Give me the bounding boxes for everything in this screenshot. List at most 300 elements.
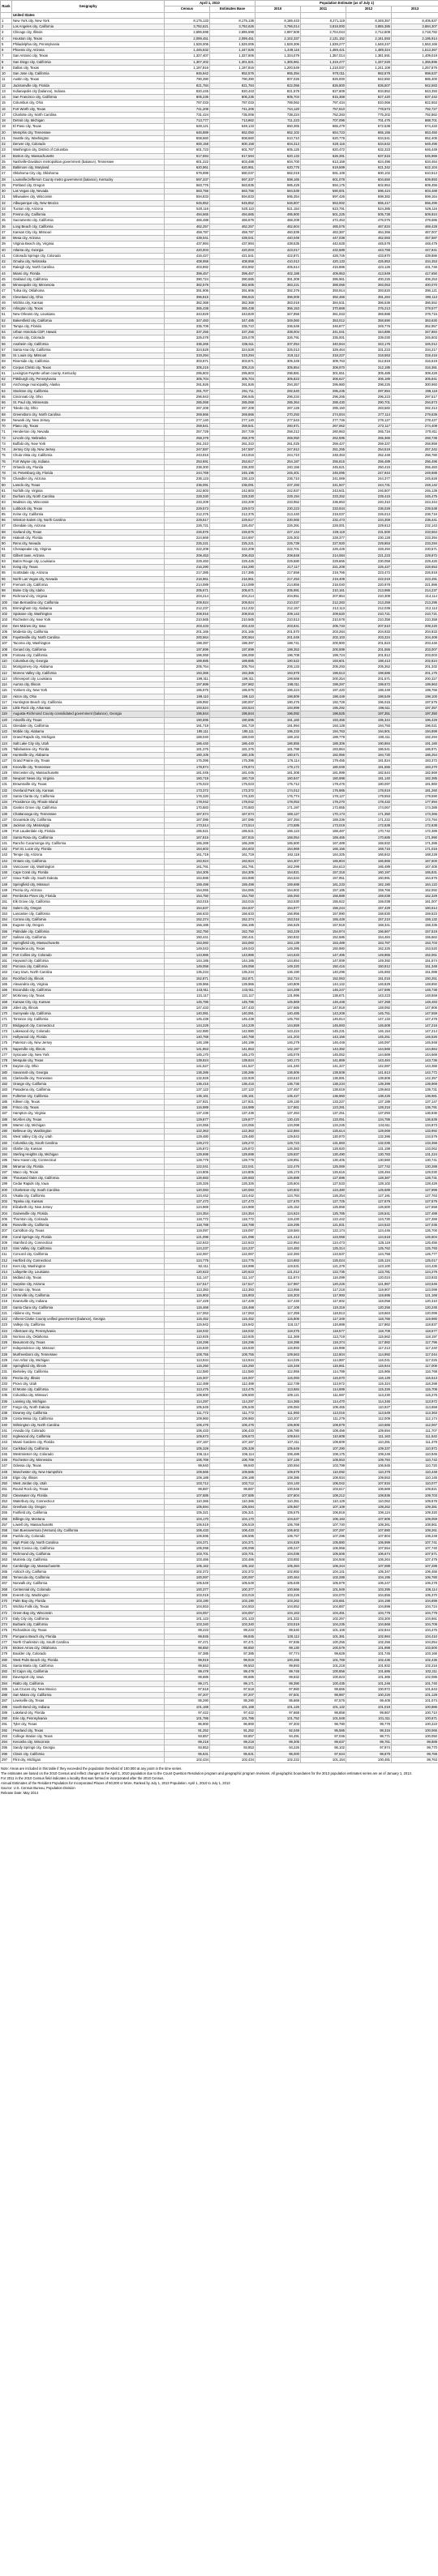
cell-base: 99,478 xyxy=(210,1669,256,1675)
cell-2012: 386,536 xyxy=(346,300,392,305)
cell-2010: 154,977 xyxy=(256,905,301,911)
cell-rank: 117 xyxy=(1,699,12,705)
cell-2010: 140,485 xyxy=(256,1011,301,1017)
cell-2012: 201,555 xyxy=(346,647,392,652)
note-line: Note: Areas are included in this table if they exceeded the population threshold of 100,000 at any point in the time series. xyxy=(1,1766,182,1771)
cell-2013: 182,385 xyxy=(392,776,438,782)
cell-2012: 98,771 xyxy=(346,1733,392,1739)
cell-base: 285,068 xyxy=(210,400,256,406)
cell-2010: 191,160 xyxy=(256,717,301,723)
table-row xyxy=(1,1134,438,1140)
cell-2013: 148,738 xyxy=(392,988,438,993)
cell-census: 214,089 xyxy=(165,582,210,587)
cell-2013: 115,276 xyxy=(392,1393,438,1399)
cell-2012: 168,716 xyxy=(346,847,392,852)
cell-census: 99,685 xyxy=(165,1675,210,1681)
cell-2012: 156,667 xyxy=(346,929,392,934)
cell-geography: Bellevue city, Washington xyxy=(12,1129,165,1134)
cell-2012: 104,898 xyxy=(346,1604,392,1610)
cell-rank: 43 xyxy=(1,265,12,271)
cell-2011: 232,473 xyxy=(301,518,346,523)
cell-2010: 115,093 xyxy=(256,1375,301,1381)
table-row xyxy=(1,236,438,241)
cell-geography: Miami city, Florida xyxy=(12,271,165,276)
cell-2013: 203,003 xyxy=(392,652,438,658)
table-row xyxy=(1,553,438,558)
cell-base: 99,919 xyxy=(210,1657,256,1663)
cell-2011: 209,520 xyxy=(301,612,346,617)
cell-2010: 198,353 xyxy=(256,647,301,652)
cell-base: 204,214 xyxy=(210,594,256,600)
cell-rank: 285 xyxy=(1,1686,12,1692)
cell-2013 xyxy=(392,12,438,18)
cell-rank: 276 xyxy=(1,1634,12,1639)
cell-2012: 143,223 xyxy=(346,993,392,999)
cell-census: 437,994 xyxy=(165,241,210,247)
cell-rank: 187 xyxy=(1,1111,12,1117)
cell-2011: 241,927 xyxy=(301,482,346,488)
cell-rank: 204 xyxy=(1,1211,12,1216)
cell-2011: 155,428 xyxy=(301,917,346,923)
cell-base: 229,573 xyxy=(210,506,256,511)
table-row xyxy=(1,1510,438,1516)
cell-2013: 116,288 xyxy=(392,1381,438,1386)
cell-2011: 202,103 xyxy=(301,635,346,641)
cell-2012: 99,761 xyxy=(346,1740,392,1745)
table-row xyxy=(1,958,438,963)
cell-rank: 150 xyxy=(1,894,12,899)
cell-rank: 170 xyxy=(1,1011,12,1017)
cell-geography: Kent city, Washington xyxy=(12,1263,165,1269)
cell-base: 115,452 xyxy=(210,1317,256,1322)
cell-base: 735,006 xyxy=(210,112,256,117)
cell-census: 105,549 xyxy=(165,1581,210,1587)
cell-2013: 316,619 xyxy=(392,359,438,365)
table-row xyxy=(1,1458,438,1463)
cell-rank: 72 xyxy=(1,435,12,441)
cell-2013: 352,957 xyxy=(392,323,438,329)
cell-2011: 169,465 xyxy=(301,835,346,840)
cell-2013: 125,793 xyxy=(392,1246,438,1252)
cell-census: 236,091 xyxy=(165,482,210,488)
cell-rank: 143 xyxy=(1,852,12,858)
cell-census: 103,190 xyxy=(165,1599,210,1604)
cell-2012: 190,884 xyxy=(346,741,392,746)
table-row xyxy=(1,312,438,318)
cell-2013: 139,731 xyxy=(392,1087,438,1093)
table-row xyxy=(1,518,438,523)
cell-rank: 234 xyxy=(1,1387,12,1393)
cell-2012: 115,966 xyxy=(346,1369,392,1375)
cell-census: 124,775 xyxy=(165,1258,210,1263)
cell-2011: 107,297 xyxy=(301,1528,346,1534)
cell-geography: Augusta-Richmond County consolidated government (balance), Georgia xyxy=(12,711,165,717)
cell-rank: 10 xyxy=(1,71,12,77)
cell-2011: 101,381 xyxy=(301,1634,346,1639)
cell-2011: 136,671 xyxy=(301,993,346,999)
cell-2013: 104,661 xyxy=(392,1616,438,1621)
cell-2010: 208,848 xyxy=(256,553,301,558)
cell-rank: 172 xyxy=(1,1023,12,1028)
table-row xyxy=(1,1434,438,1440)
cell-2012: 159,038 xyxy=(346,894,392,899)
cell-rank: 86 xyxy=(1,518,12,523)
cell-2013: 104,410 xyxy=(392,1634,438,1639)
cell-base: 152,374 xyxy=(210,917,256,923)
cell-2010: 102,692 xyxy=(256,1569,301,1574)
cell-2012: 146,097 xyxy=(346,1040,392,1046)
cell-2011: 393,914 xyxy=(301,288,346,294)
cell-rank: 89 xyxy=(1,535,12,540)
cell-2012: 125,119 xyxy=(346,1240,392,1245)
cell-census: 296,943 xyxy=(165,394,210,399)
cell-base: 462,257 xyxy=(210,224,256,229)
cell-base: 545,852 xyxy=(210,200,256,206)
cell-base: 180,105 xyxy=(210,753,256,758)
cell-2010: 129,130 xyxy=(256,1099,301,1104)
cell-2012: 1,548,247 xyxy=(346,41,392,47)
cell-2013: 120,245 xyxy=(392,1305,438,1310)
cell-2012: 107,089 xyxy=(346,1563,392,1569)
cell-2011: 329,464 xyxy=(301,347,346,352)
cell-2011: 199,724 xyxy=(301,652,346,658)
table-row xyxy=(1,1540,438,1545)
cell-2011: 113,719 xyxy=(301,1334,346,1339)
cell-2013: 447,841 xyxy=(392,247,438,253)
cell-2010: 1,334,079 xyxy=(256,53,301,59)
cell-geography: Manchester city, New Hampshire xyxy=(12,1469,165,1475)
cell-census: 258,379 xyxy=(165,435,210,441)
cell-2013: 258,959 xyxy=(392,441,438,446)
cell-2013: 245,475 xyxy=(392,494,438,500)
cell-2010: 392,379 xyxy=(256,288,301,294)
cell-base: 115,942 xyxy=(210,1322,256,1328)
cell-2010: 225,739 xyxy=(256,541,301,547)
cell-2012: 112,009 xyxy=(346,1416,392,1422)
cell-2010: 366,153 xyxy=(256,306,301,312)
cell-census: 97,618 xyxy=(165,1686,210,1692)
cell-census: 646,889 xyxy=(165,130,210,135)
cell-2013: 172,638 xyxy=(392,823,438,829)
cell-rank: 93 xyxy=(1,558,12,564)
cell-rank: 270 xyxy=(1,1599,12,1604)
cell-2010: 460,839 xyxy=(256,229,301,235)
cell-2012: 166,842 xyxy=(346,852,392,858)
cell-2010: 146,279 xyxy=(256,1040,301,1046)
cell-2011: 104,887 xyxy=(301,1604,346,1610)
cell-rank: 99 xyxy=(1,594,12,600)
cell-base: 408,958 xyxy=(210,259,256,265)
cell-2010: 104,163 xyxy=(256,1610,301,1616)
cell-base: 229,617 xyxy=(210,518,256,523)
cell-geography: Syracuse city, New York xyxy=(12,1052,165,1057)
cell-2013: 120,099 xyxy=(392,1310,438,1316)
table-row xyxy=(1,805,438,811)
cell-rank: 153 xyxy=(1,911,12,916)
cell-geography: Indianapolis city (balance), Indiana xyxy=(12,88,165,94)
cell-2012: 598,382 xyxy=(346,194,392,200)
cell-2013: 177,994 xyxy=(392,800,438,805)
cell-geography: Bridgeport city, Connecticut xyxy=(12,1023,165,1028)
cell-2012: 115,562 xyxy=(346,1334,392,1339)
cell-census: 163,924 xyxy=(165,858,210,864)
cell-rank: 19 xyxy=(1,124,12,130)
cell-geography: Norfolk city, Virginia xyxy=(12,488,165,493)
cell-census: 141,527 xyxy=(165,1064,210,1070)
cell-2011: 1,218,037 xyxy=(301,65,346,70)
cell-base: 439,041 xyxy=(210,236,256,241)
cell-2013: 792,727 xyxy=(392,106,438,112)
cell-rank: 183 xyxy=(1,1087,12,1093)
cell-2011: 260,963 xyxy=(301,429,346,435)
cell-2011: 105,979 xyxy=(301,1581,346,1587)
cell-2011: 212,283 xyxy=(301,600,346,605)
cell-2012: 393,820 xyxy=(346,288,392,294)
cell-census: 236,123 xyxy=(165,476,210,482)
cell-base: 214,089 xyxy=(210,582,256,587)
cell-2012: 297,984 xyxy=(346,388,392,394)
table-row xyxy=(1,1681,438,1686)
cell-2012: 113,549 xyxy=(346,1411,392,1416)
cell-base: 208,916 xyxy=(210,612,256,617)
cell-2013: 214,114 xyxy=(392,594,438,600)
cell-census: 466,488 xyxy=(165,218,210,224)
cell-2010: 105,867 xyxy=(256,1505,301,1510)
cell-2013: 104,724 xyxy=(392,1604,438,1610)
cell-census: 103,466 xyxy=(165,1557,210,1563)
cell-base: 122,041 xyxy=(210,1164,256,1169)
cell-geography: Kansas City city, Kansas xyxy=(12,999,165,1005)
cell-2013: 110,145 xyxy=(392,1475,438,1480)
cell-2012: 101,932 xyxy=(346,1663,392,1668)
cell-2013: 159,132 xyxy=(392,917,438,923)
table-row xyxy=(1,882,438,887)
cell-rank: 8 xyxy=(1,59,12,65)
cell-2012: 265,366 xyxy=(346,435,392,441)
cell-geography: Elgin city, Illinois xyxy=(12,1475,165,1480)
cell-2011: 104,235 xyxy=(301,1622,346,1628)
cell-2011: 183,864 xyxy=(301,746,346,752)
cell-rank: 13 xyxy=(1,88,12,94)
cell-rank: 141 xyxy=(1,840,12,846)
cell-2012: 106,247 xyxy=(346,1581,392,1587)
cell-geography: Savannah city, Georgia xyxy=(12,1070,165,1075)
cell-2011: 594,175 xyxy=(301,182,346,188)
cell-2012: 109,553 xyxy=(346,1475,392,1480)
table-row xyxy=(1,200,438,206)
table-row xyxy=(1,1599,438,1604)
cell-geography: Santa Clara city, California xyxy=(12,1305,165,1310)
cell-2013: 144,669 xyxy=(392,1052,438,1057)
cell-geography: Lakewood city, Colorado xyxy=(12,1028,165,1034)
cell-census: 95,290 xyxy=(165,1698,210,1704)
cell-2010: 122,476 xyxy=(256,1164,301,1169)
cell-geography: West Palm Beach city, Florida xyxy=(12,1657,165,1663)
cell-base: 291,711 xyxy=(210,388,256,394)
cell-2013: 99,889 xyxy=(392,1740,438,1745)
cell-2012: 210,309 xyxy=(346,594,392,600)
table-row xyxy=(1,1028,438,1034)
cell-geography: West Covina city, California xyxy=(12,1545,165,1551)
table-row xyxy=(1,1164,438,1169)
cell-base: 153,015 xyxy=(210,899,256,905)
cell-2010: 610,710 xyxy=(256,135,301,141)
cell-2010: 422,871 xyxy=(256,253,301,258)
cell-2013: 837,442 xyxy=(392,95,438,100)
cell-rank: 122 xyxy=(1,729,12,735)
table-row xyxy=(1,1117,438,1122)
cell-2010: 210,037 xyxy=(256,600,301,605)
cell-base: 154,750 xyxy=(210,894,256,899)
cell-base: 104,371 xyxy=(210,1540,256,1545)
table-row xyxy=(1,341,438,347)
cell-geography: Ontario city, California xyxy=(12,858,165,864)
cell-base: 437,994 xyxy=(210,241,256,247)
cell-base: 98,850 xyxy=(210,1646,256,1651)
cell-2010: 181,788 xyxy=(256,746,301,752)
cell-2010: 204,851 xyxy=(256,594,301,600)
cell-2012: 108,262 xyxy=(346,1505,392,1510)
table-row xyxy=(1,1122,438,1128)
cell-geography: Corpus Christi city, Texas xyxy=(12,365,165,370)
cell-2012: 170,685 xyxy=(346,835,392,840)
cell-2012: 2,161,593 xyxy=(346,36,392,41)
cell-rank: 229 xyxy=(1,1357,12,1363)
cell-2012: 305,489 xyxy=(346,370,392,376)
cell-base: 620,961 xyxy=(210,165,256,171)
cell-rank: 177 xyxy=(1,1052,12,1057)
cell-2010: 117,967 xyxy=(256,1281,301,1287)
cell-census: 99,845 xyxy=(165,1634,210,1639)
table-row xyxy=(1,529,438,535)
cell-2011: 196,613 xyxy=(301,670,346,676)
cell-2012: 655,155 xyxy=(346,130,392,135)
cell-2010: 111,874 xyxy=(256,1275,301,1281)
table-row xyxy=(1,793,438,799)
cell-2013: 108,261 xyxy=(392,1528,438,1534)
cell-rank: 38 xyxy=(1,236,12,241)
cell-2013: 123,546 xyxy=(392,1281,438,1287)
table-row xyxy=(1,829,438,835)
cell-2012: 186,541 xyxy=(346,746,392,752)
cell-geography: San Antonio city, Texas xyxy=(12,53,165,59)
table-row xyxy=(1,1399,438,1404)
cell-census: 152,871 xyxy=(165,976,210,981)
cell-census: 161,719 xyxy=(165,852,210,858)
cell-2013: 101,740 xyxy=(392,1681,438,1686)
header-2011: 2011 xyxy=(301,6,346,12)
cell-2012: 212,038 xyxy=(346,605,392,611)
cell-2010: 214,856 xyxy=(256,582,301,587)
cell-base: 224,697 xyxy=(210,535,256,540)
cell-geography: San Bernardino city, California xyxy=(12,600,165,605)
cell-2012: 3,855,385 xyxy=(346,24,392,30)
cell-census: 103,340 xyxy=(165,1622,210,1628)
cell-census: 122,041 xyxy=(165,1164,210,1169)
cell-base: 466,676 xyxy=(210,218,256,224)
cell-2012: 118,708 xyxy=(346,1328,392,1334)
cell-2012: 213,986 xyxy=(346,588,392,594)
table-row xyxy=(1,1446,438,1451)
cell-2010: 135,427 xyxy=(256,1093,301,1099)
cell-2013: 104,779 xyxy=(392,1610,438,1616)
cell-2011: 105,506 xyxy=(301,1552,346,1557)
cell-2012: 2,712,608 xyxy=(346,30,392,36)
table-row xyxy=(1,77,438,83)
table-row xyxy=(1,1393,438,1399)
cell-2013: 622,104 xyxy=(392,165,438,171)
cell-rank: 171 xyxy=(1,1017,12,1023)
cell-2013: 256,780 xyxy=(392,453,438,459)
cell-base: 190,695 xyxy=(210,717,256,723)
cell-2013: 106,780 xyxy=(392,1575,438,1581)
table-row xyxy=(1,635,438,641)
cell-2010: 1,200,549 xyxy=(256,65,301,70)
cell-2013: 130,741 xyxy=(392,1158,438,1164)
cell-base: 1,526,006 xyxy=(210,41,256,47)
table-row xyxy=(1,276,438,282)
cell-census: 105,549 xyxy=(165,1404,210,1410)
cell-2013: 308,428 xyxy=(392,370,438,376)
cell-geography: United States xyxy=(12,12,165,18)
table-row xyxy=(1,840,438,846)
table-row xyxy=(1,177,438,182)
cell-2012: 339,030 xyxy=(346,335,392,341)
cell-geography: North Las Vegas city, Nevada xyxy=(12,576,165,582)
cell-census: 420,003 xyxy=(165,247,210,253)
cell-rank: 22 xyxy=(1,142,12,147)
cell-rank: 24 xyxy=(1,153,12,159)
cell-2012: 195,344 xyxy=(346,717,392,723)
cell-2010: 154,602 xyxy=(256,887,301,893)
cell-2010: 99,893 xyxy=(256,1663,301,1668)
cell-2011: 199,297 xyxy=(301,682,346,688)
cell-census: 197,899 xyxy=(165,682,210,688)
cell-base: 124,775 xyxy=(210,1258,256,1263)
cell-base: 143,986 xyxy=(210,952,256,958)
cell-2013: 123,099 xyxy=(392,1287,438,1292)
cell-2012: 153,787 xyxy=(346,941,392,946)
cell-census: 439,041 xyxy=(165,236,210,241)
cell-2011: 101,154 xyxy=(301,1757,346,1762)
cell-2011: 170,173 xyxy=(301,811,346,817)
table-row xyxy=(1,417,438,423)
cell-geography: Sterling Heights city, Michigan xyxy=(12,1152,165,1158)
cell-2013: 526,116 xyxy=(392,206,438,211)
cell-2013: 398,121 xyxy=(392,288,438,294)
cell-2010: 410,012 xyxy=(256,259,301,265)
cell-rank: 297 xyxy=(1,1757,12,1762)
cell-census: 408,958 xyxy=(165,259,210,265)
cell-base: 113,475 xyxy=(210,1387,256,1393)
cell-census: 154,750 xyxy=(165,894,210,899)
cell-census: 137,436 xyxy=(165,1111,210,1117)
cell-2012: 331,223 xyxy=(346,347,392,352)
cell-geography: Las Vegas city, Nevada xyxy=(12,189,165,194)
cell-2012: 123,781 xyxy=(346,1270,392,1275)
cell-base: 122,067 xyxy=(210,1252,256,1258)
cell-rank: 195 xyxy=(1,1158,12,1164)
cell-2012: 144,669 xyxy=(346,1052,392,1057)
cell-census: 165,269 xyxy=(165,840,210,846)
cell-census: 243,916 xyxy=(165,453,210,459)
cell-2010 xyxy=(256,12,301,18)
cell-2010: 126,383 xyxy=(256,1146,301,1151)
cell-census: 104,170 xyxy=(165,1516,210,1522)
cell-2011: 153,489 xyxy=(301,941,346,946)
cell-2013: 148,559 xyxy=(392,993,438,999)
cell-2012: 105,347 xyxy=(346,1569,392,1574)
